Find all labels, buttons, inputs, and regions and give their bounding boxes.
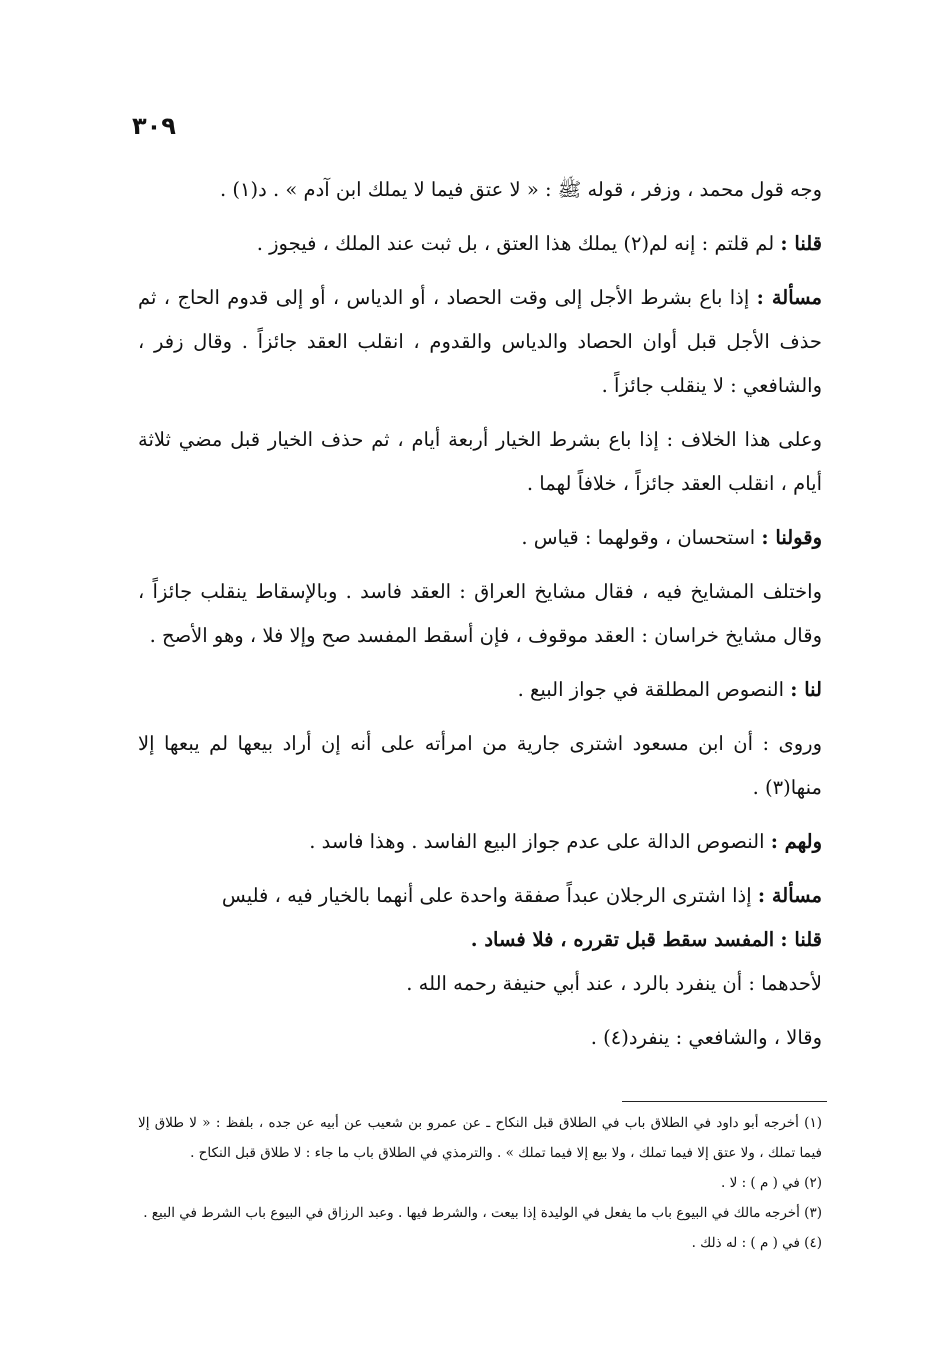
paragraph (138, 722, 822, 810)
paragraph-text: إذا اشترى الرجلان عبداً صفقة واحدة على أنهما بالخيار فيه ، فليس (221, 884, 752, 907)
paragraph-text: لم قلتم : إنه لم(٢) يملك هذا العتق ، بل ثبت عند الملك ، فيجوز . (256, 232, 775, 255)
paragraph (138, 1016, 822, 1060)
paragraph-lead: قلنا : (780, 928, 822, 951)
paragraph (138, 820, 822, 864)
paragraph (138, 418, 822, 506)
footnote: (١) أخرجه أبو داود في الطلاق باب في الطلاق قبل النكاح ـ عن عمرو بن شعيب عن أبيه عن جده ، بلفظ : « لا طلاق إلا فيما تملك ، ولا عتق إلا فيما تملك ، ولا بيع إلا فيما تملك » . والترمذي في الطلاق باب ما جاء : لا طلاق قبل النكاح . (138, 1115, 822, 1161)
paragraph-text: وجه قول محمد ، وزفر ، قوله ﷺ : « لا عتق فيما لا يملك ابن آدم » . د(١) . (220, 178, 822, 201)
footnote: (٤) في ( م ) : له ذلك . (691, 1235, 822, 1251)
paragraph (138, 962, 822, 1006)
paragraph-text: وروى : أن ابن مسعود اشترى جارية من امرأته على أنه إن أراد بيعها لم يبعها إلا منها(٣) . (138, 732, 822, 799)
footnote: (٣) أخرجه مالك في البيوع باب ما يفعل في الوليدة إذا بيعت ، والشرط فيها . وعبد الرزاق في البيوع باب الشرط في البيع . (143, 1205, 822, 1221)
paragraph-text: استحسان ، وقولهما : قياس . (521, 526, 756, 549)
paragraph (138, 168, 822, 212)
paragraph (138, 222, 822, 266)
footnote: (٢) في ( م ) : لا . (721, 1175, 822, 1191)
paragraph-text: وعلى هذا الخلاف : إذا باع بشرط الخيار أربعة أيام ، ثم حذف الخيار قبل مضي ثلاثة أيام ، انقلب العقد جائزاً ، خلافاً لهما . (138, 428, 822, 495)
paragraph-text: المفسد سقط قبل تقرره ، فلا فساد . (470, 928, 775, 951)
paragraph-lead: ولهم : (770, 830, 822, 853)
paragraph-text: لأحدهما : أن ينفرد بالرد ، عند أبي حنيفة رحمه الله . (406, 972, 822, 995)
paragraph-text: وقالا ، والشافعي : ينفرد(٤) . (590, 1026, 822, 1049)
paragraph (138, 570, 822, 658)
paragraph-lead: لنا : (790, 678, 822, 701)
footnotes (138, 1108, 822, 1258)
paragraph-lead: وقولنا : (761, 526, 822, 549)
paragraph (138, 516, 822, 560)
paragraph-lead: مسألة : (757, 884, 822, 907)
paragraph (138, 668, 822, 712)
paragraph-text: النصوص المطلقة في جواز البيع . (517, 678, 785, 701)
footnote-divider (622, 1101, 827, 1102)
paragraph-lead: قلنا : (780, 232, 822, 255)
page-number: ٣٠٩ (132, 112, 176, 140)
paragraph-text: واختلف المشايخ فيه ، فقال مشايخ العراق : العقد فاسد . وبالإسقاط ينقلب جائزاً ، وقال مشايخ خراسان : العقد موقوف ، فإن أسقط المفسد صح وإلا فلا ، وهو الأصح . (138, 580, 822, 647)
paragraph-text: إذا باع بشرط الأجل إلى وقت الحصاد ، أو الدياس ، أو إلى قدوم الحاج ، ثم حذف الأجل قبل أوان الحصاد والدياس والقدوم ، انقلب العقد جائزاً . وقال زفر ، والشافعي : لا ينقلب جائزاً . (138, 286, 822, 397)
main-text (138, 168, 822, 1070)
paragraph-text: النصوص الدالة على عدم جواز البيع الفاسد . وهذا فاسد . (309, 830, 765, 853)
paragraph (138, 918, 822, 962)
paragraph (138, 276, 822, 408)
paragraph (138, 874, 822, 918)
paragraph-lead: مسألة : (756, 286, 822, 309)
